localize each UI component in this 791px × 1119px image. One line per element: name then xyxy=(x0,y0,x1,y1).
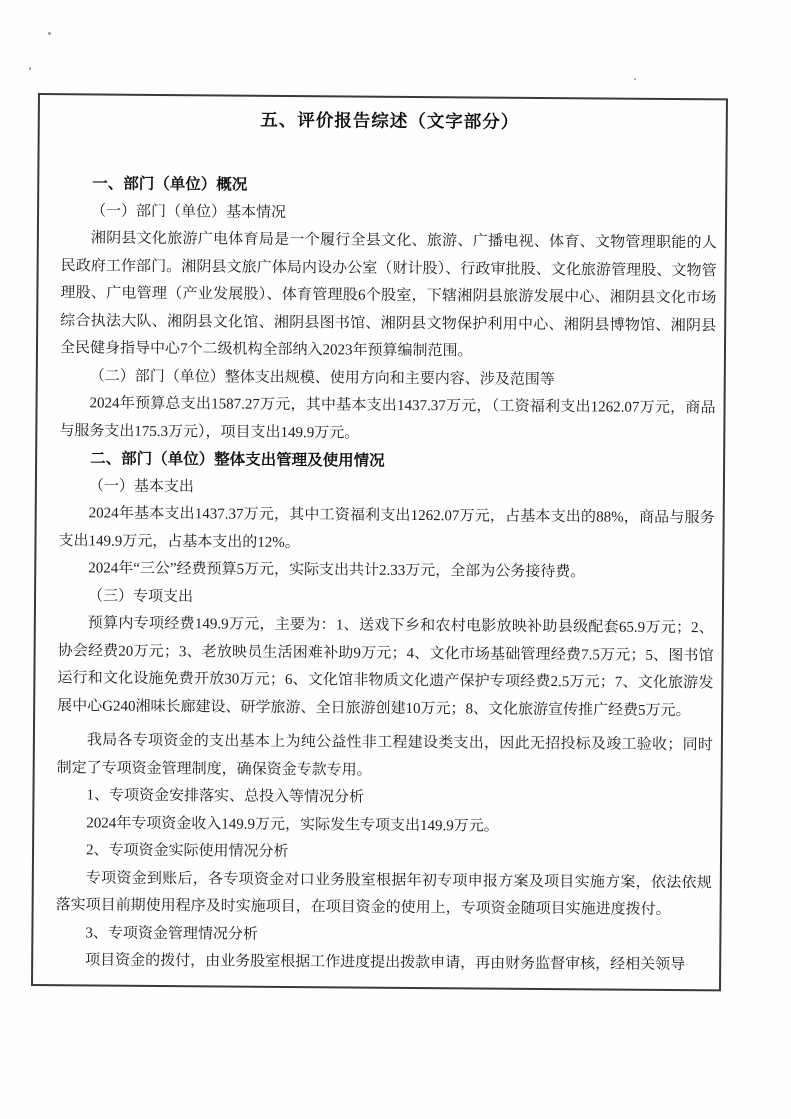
scan-speck xyxy=(48,32,51,35)
paragraph: （一）基本支出 xyxy=(88,477,194,495)
section-heading: 一、部门（单位）概况 xyxy=(92,175,248,194)
paragraph: 预算内专项经费149.9万元，主要为：1、送戏下乡和农村电影放映补助县级配套65.9万元；2、协会经费20万元；3、老放映员生活困难补助9万元；4、文化市场基础管理经费7.5万元；5、图书馆运行和文化设施免费开放30万元；6、文化馆非物质文化遗产保护专项经费2.5万元；7、文化旅游发展中心G240湘味长廊建设、研学旅游、全日旅游创建10万元；8、文化旅游宣传推广经费5万元。 xyxy=(57,615,714,719)
paragraph: 2024年基本支出1437.37万元，其中工资福利支出1262.07万元，占基本支出的88%，商品与服务支出149.9万元，占基本支出的12%。 xyxy=(58,505,715,551)
document-body xyxy=(55,170,717,980)
paragraph: 专项资金到账后，各专项资金对口业务股室根据年初专项申报方案及项目实施方案，依法依规落实项目前期使用程序及时实施项目，在项目资金的使用上，专项资金随项目实施进度拨付。 xyxy=(55,869,712,918)
paragraph: 2024年预算总支出1587.27万元，其中基本支出1437.37万元，（工资福利支出1262.07万元，商品与服务支出175.3万元），项目支出149.9万元。 xyxy=(59,395,716,442)
scan-speck xyxy=(634,78,636,80)
paragraph: 2024年专项资金收入149.9万元，实际发生专项支出149.9万元。 xyxy=(86,814,499,835)
page-title: 五、评价报告综述（文字部分） xyxy=(260,109,520,132)
paragraph: 湘阴县文化旅游广电体育局是一个履行全县文化、旅游、广播电视、体育、文物管理职能的人民政府工作部门。湘阴县文旅广体局内设办公室（财计股）、行政审批股、文化旅游管理股、文物管理股、广电管理（产业发展股）、体育管理股6个股室，下辖湘阴县旅游发展中心、湘阴县文化市场综合执法大队、湘阴县文化馆、湘阴县图书馆、湘阴县文物保护利用中心、湘阴县博物馆、湘阴县全民健身指导中心7个二级机构全部纳入2023年预算编制范围。 xyxy=(59,230,717,360)
paragraph: （二）部门（单位）整体支出规模、使用方向和主要内容、涉及范围等 xyxy=(89,367,555,388)
paragraph: 1、专项资金安排落实、总投入等情况分析 xyxy=(86,787,365,806)
paragraph: 2、专项资金实际使用情况分析 xyxy=(85,842,289,860)
paragraph: （三）专项支出 xyxy=(87,587,194,605)
report-table-frame xyxy=(31,93,728,991)
scan-speck xyxy=(29,67,31,70)
paragraph: 项目资金的拨付，由业务股室根据工作进度提出拨款申请，再由财务监督审核，经相关领导 xyxy=(85,952,686,974)
paragraph: （一）部门（单位）基本情况 xyxy=(91,202,287,221)
paragraph: 2024年“三公”经费预算5万元，实际支出共计2.33万元，全部为公务接待费。 xyxy=(88,560,586,581)
paragraph: 3、专项资金管理情况分析 xyxy=(85,924,258,943)
section-heading: 二、部门（单位）整体支出管理及使用情况 xyxy=(90,450,385,470)
paragraph: 我局各专项资金的支出基本上为纯公益性非工程建设类支出，因此无招投标及竣工验收；同时制定了专项资金管理制度，确保资金专款专用。 xyxy=(56,732,713,779)
